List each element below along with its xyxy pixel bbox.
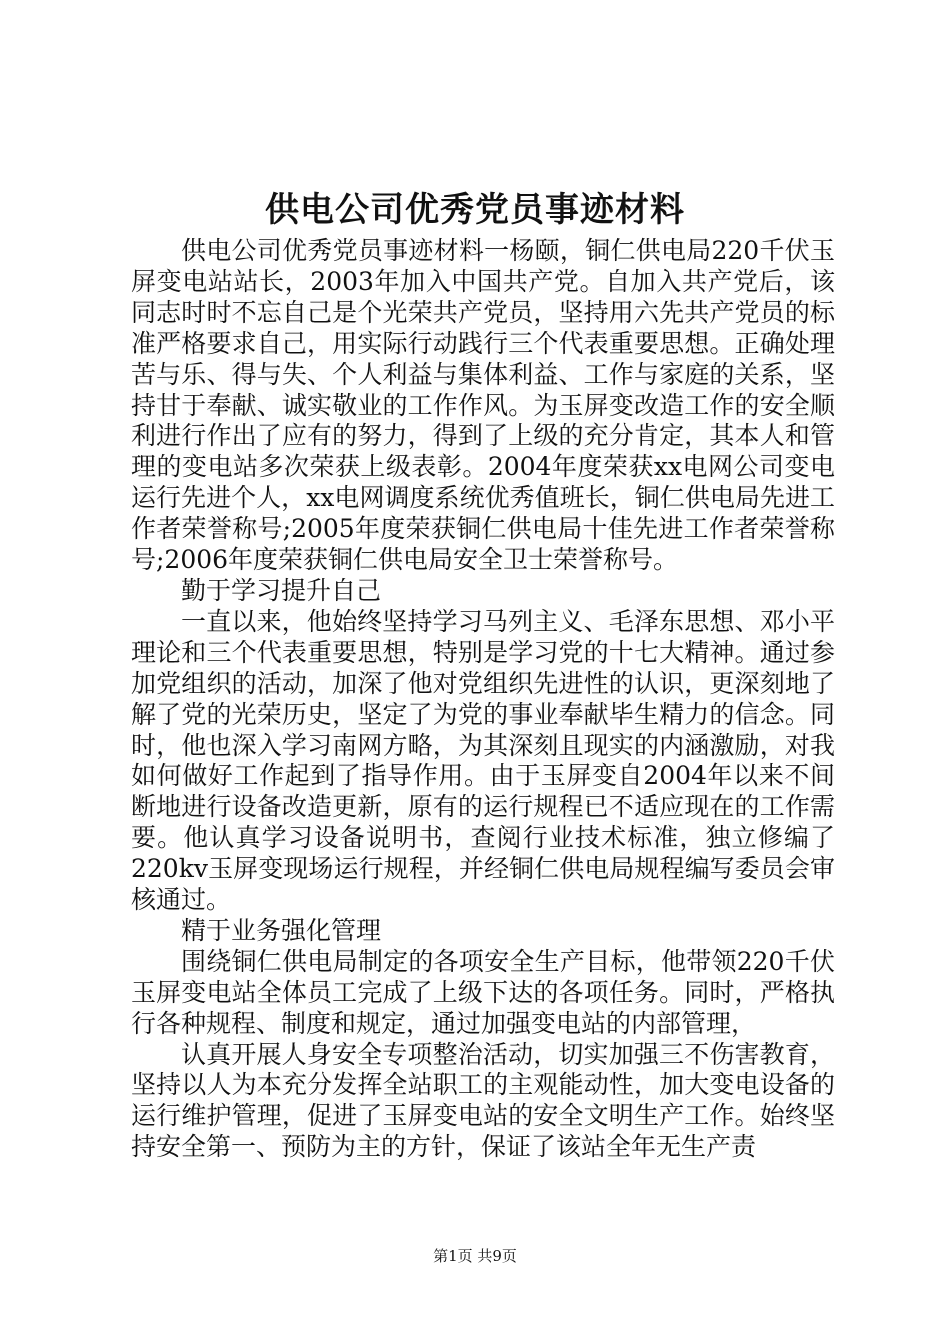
page-number: 第1页 共9页 [433, 1247, 517, 1265]
document-body [131, 236, 835, 1163]
paragraph-management: 围绕铜仁供电局制定的各项安全生产目标，他带领220千伏玉屏变电站全体员工完成了上级下达的各项任务。同时，严格执行各种规程、制度和规定，通过加强变电站的内部管理， [131, 946, 835, 1038]
paragraph-study: 一直以来，他始终坚持学习马列主义、毛泽东思想、邓小平理论和三个代表重要思想，特别是学习党的十七大精神。通过参加党组织的活动，加深了他对党组织先进性的认识，更深刻地了解了党的光荣历史，坚定了为党的事业奉献毕生精力的信念。同时，他也深入学习南网方略，为其深刻且现实的内涵激励，对我如何做好工作起到了指导作用。由于玉屏变自2004年以来不间断地进行设备改造更新，原有的运行规程已不适应现在的工作需要。他认真学习设备说明书，查阅行业技术标准，独立修编了220kv玉屏变现场运行规程，并经铜仁供电局规程编写委员会审核通过。 [131, 606, 835, 915]
document-title: 供电公司优秀党员事迹材料 [265, 190, 685, 230]
section-heading-study: 勤于学习提升自己 [181, 575, 382, 605]
section-heading-management: 精于业务强化管理 [181, 915, 382, 945]
paragraph-intro: 供电公司优秀党员事迹材料一杨颐，铜仁供电局220千伏玉屏变电站站长，2003年加入中国共产党。自加入共产党后，该同志时时不忘自己是个光荣共产党员，坚持用六先共产党员的标准严格要求自己，用实际行动践行三个代表重要思想。正确处理苦与乐、得与失、个人利益与集体利益、工作与家庭的关系，坚持甘于奉献、诚实敬业的工作作风。为玉屏变改造工作的安全顺利进行作出了应有的努力，得到了上级的充分肯定，其本人和管理的变电站多次荣获上级表彰。2004年度荣获xx电网公司变电运行先进个人，xx电网调度系统优秀值班长，铜仁供电局先进工作者荣誉称号;2005年度荣获铜仁供电局十佳先进工作者荣誉称号;2006年度荣获铜仁供电局安全卫士荣誉称号。 [131, 236, 835, 575]
paragraph-safety: 认真开展人身安全专项整治活动，切实加强三不伤害教育，坚持以人为本充分发挥全站职工的主观能动性，加大变电设备的运行维护管理，促进了玉屏变电站的安全文明生产工作。始终坚持安全第一、预防为主的方针，保证了该站全年无生产责 [131, 1039, 835, 1162]
